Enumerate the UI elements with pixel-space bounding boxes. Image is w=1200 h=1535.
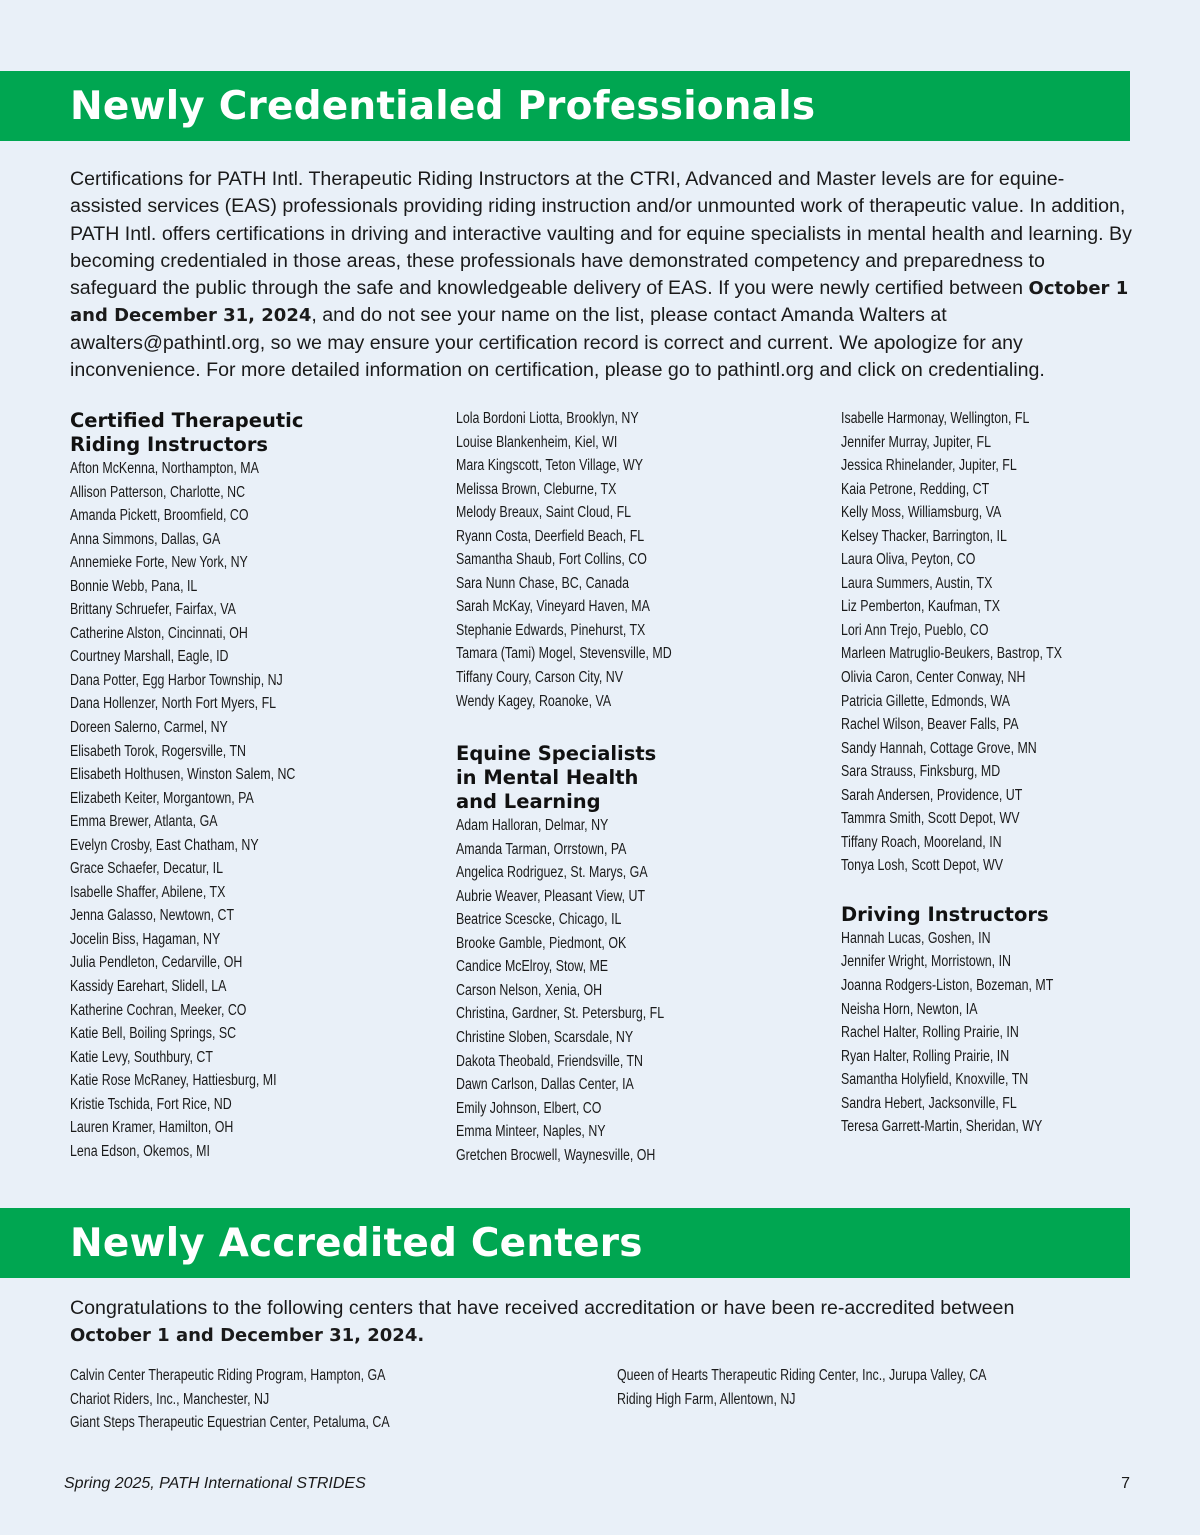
centers-column-1 <box>70 1364 590 1435</box>
list-item: Riding High Farm, Allentown, NJ <box>617 1390 796 1408</box>
list-item: Elisabeth Torok, Rogersville, TN <box>70 742 246 760</box>
intro-text-2: , and do not see your name on the list, please contact Amanda Walters at awalters@pathintl.org, so we may ensure your certification record is correct and current. We apologize for any inconvenience. For more detailed information on certification, please go to pathintl.org and click on credentialing. <box>70 304 1045 382</box>
ctri-heading: Certified Therapeutic Riding Instructors <box>70 409 304 456</box>
list-item: Allison Patterson, Charlotte, NC <box>70 483 246 501</box>
accreditation-intro-text: Congratulations to the following centers that have received accreditation or have been re-accredited between <box>70 1297 1015 1319</box>
list-item: Kassidy Earehart, Slidell, LA <box>70 978 227 996</box>
list-item: Aubrie Weaver, Pleasant View, UT <box>456 887 646 905</box>
list-item: Tiffany Coury, Carson City, NV <box>456 669 623 687</box>
intro-text-1: Certifications for PATH Intl. Therapeutic Riding Instructors at the CTRI, Advanced and Master levels are for equine-assisted services (EAS) professionals providing riding instruction and/or unmounted work of therapeutic value. In addition, PATH Intl. offers certifications in driving and interactive vaulting and for equine specialists in mental health and learning. By becoming credentialed in those areas, these professionals have demonstrated competency and preparedness to safeguard the public through the safe and knowledgeable delivery of EAS. If you were newly certified between <box>70 168 1132 300</box>
footer-publication: Spring 2025, PATH International STRIDES <box>64 1475 366 1492</box>
list-item: Christine Sloben, Scarsdale, NY <box>456 1029 634 1047</box>
list-item: Wendy Kagey, Roanoke, VA <box>456 692 612 710</box>
list-item: Carson Nelson, Xenia, OH <box>456 981 603 999</box>
section-banner-credentialed <box>0 71 1130 141</box>
accreditation-intro <box>70 1295 1070 1350</box>
list-item: Kelsey Thacker, Barrington, IL <box>841 527 1007 545</box>
list-item: Isabelle Harmonay, Wellington, FL <box>841 410 1030 427</box>
list-item: Kristie Tschida, Fort Rice, ND <box>70 1095 232 1113</box>
accreditation-date-range: October 1 and December 31, 2024. <box>70 1325 425 1347</box>
list-item: Elisabeth Holthusen, Winston Salem, NC <box>70 766 296 784</box>
list-item: Isabelle Shaffer, Abilene, TX <box>70 883 226 901</box>
list-item: Lori Ann Trejo, Pueblo, CO <box>841 621 989 639</box>
list-item: Ryann Costa, Deerfield Beach, FL <box>456 527 645 545</box>
list-item: Adam Halloran, Delmar, NY <box>456 817 609 835</box>
section-title-accredited: Newly Accredited Centers <box>70 1220 643 1266</box>
column-3 <box>841 407 1200 1139</box>
list-item: Laura Summers, Austin, TX <box>841 574 993 592</box>
list-item: Doreen Salerno, Carmel, NY <box>70 719 228 737</box>
list-item: Melissa Brown, Cleburne, TX <box>456 480 617 498</box>
list-item: Kaia Petrone, Redding, CT <box>841 480 990 498</box>
list-item: Gretchen Brocwell, Waynesville, OH <box>456 1146 656 1164</box>
driving-list <box>841 927 1200 1139</box>
list-item: Tiffany Roach, Mooreland, IN <box>841 833 1002 851</box>
list-item: Sara Nunn Chase, BC, Canada <box>456 574 630 592</box>
list-item: Sarah McKay, Vineyard Haven, MA <box>456 598 650 616</box>
list-item: Anna Simmons, Dallas, GA <box>70 530 221 548</box>
credentialing-intro <box>70 166 1132 384</box>
centers-list-2 <box>617 1364 1137 1411</box>
list-item: Lauren Kramer, Hamilton, OH <box>70 1119 234 1137</box>
list-item: Amanda Tarman, Orrstown, PA <box>456 840 627 858</box>
list-item: Emily Johnson, Elbert, CO <box>456 1099 602 1117</box>
list-item: Louise Blankenheim, Kiel, WI <box>456 433 618 451</box>
list-item: Sandra Hebert, Jacksonville, FL <box>841 1094 1017 1112</box>
list-item: Calvin Center Therapeutic Riding Program, Hampton, GA <box>70 1367 386 1384</box>
list-item: Teresa Garrett-Martin, Sheridan, WY <box>841 1118 1043 1136</box>
list-item: Annemieke Forte, New York, NY <box>70 554 248 572</box>
list-item: Ryan Halter, Rolling Prairie, IN <box>841 1047 1010 1065</box>
list-item: Tamara (Tami) Mogel, Stevensville, MD <box>456 645 672 663</box>
list-item: Katie Bell, Boiling Springs, SC <box>70 1025 237 1043</box>
list-item: Amanda Pickett, Broomfield, CO <box>70 507 249 525</box>
list-item: Elizabeth Keiter, Morgantown, PA <box>70 789 254 807</box>
list-item: Sarah Andersen, Providence, UT <box>841 786 1023 804</box>
list-item: Lola Bordoni Liotta, Brooklyn, NY <box>456 410 639 427</box>
list-item: Samantha Holyfield, Knoxville, TN <box>841 1071 1029 1089</box>
list-item: Tonya Losh, Scott Depot, WV <box>841 857 1003 875</box>
esmhl-list-1 <box>456 814 828 1167</box>
esmhl-heading: Equine Specialists in Mental Health and Learning <box>456 742 657 814</box>
list-item: Giant Steps Therapeutic Equestrian Center, Petaluma, CA <box>70 1414 390 1432</box>
list-item: Marleen Matruglio-Beukers, Bastrop, TX <box>841 645 1062 663</box>
list-item: Brooke Gamble, Piedmont, OK <box>456 934 627 952</box>
list-item: Sandy Hannah, Cottage Grove, MN <box>841 739 1037 757</box>
list-item: Dawn Carlson, Dallas Center, IA <box>456 1076 634 1094</box>
section-title-credentialed: Newly Credentialed Professionals <box>70 83 816 129</box>
list-item: Tammra Smith, Scott Depot, WV <box>841 810 1020 828</box>
list-item: Candice McElroy, Stow, ME <box>456 958 609 976</box>
list-item: Stephanie Edwards, Pinehurst, TX <box>456 621 646 639</box>
list-item: Julia Pendleton, Cedarville, OH <box>70 954 243 972</box>
list-item: Afton McKenna, Northampton, MA <box>70 460 259 477</box>
esmhl-list-2 <box>841 407 1200 878</box>
list-item: Jennifer Wright, Morristown, IN <box>841 953 1011 971</box>
centers-column-2 <box>617 1364 1137 1411</box>
list-item: Dana Hollenzer, North Fort Myers, FL <box>70 695 277 713</box>
list-item: Beatrice Scescke, Chicago, IL <box>456 911 622 929</box>
ctri-list-1 <box>70 457 442 1163</box>
list-item: Melody Breaux, Saint Cloud, FL <box>456 504 632 522</box>
list-item: Jessica Rhinelander, Jupiter, FL <box>841 457 1017 475</box>
list-item: Brittany Schruefer, Fairfax, VA <box>70 601 236 619</box>
list-item: Hannah Lucas, Goshen, IN <box>841 929 991 947</box>
list-item: Katie Levy, Southbury, CT <box>70 1048 213 1066</box>
list-item: Catherine Alston, Cincinnati, OH <box>70 624 248 642</box>
list-item: Emma Minteer, Naples, NY <box>456 1123 606 1141</box>
list-item: Mara Kingscott, Teton Village, WY <box>456 457 644 475</box>
list-item: Olivia Caron, Center Conway, NH <box>841 669 1026 687</box>
list-item: Evelyn Crosby, East Chatham, NY <box>70 836 259 854</box>
intro-date-range: October 1 and December 31, 2024 <box>70 278 1129 327</box>
list-item: Neisha Horn, Newton, IA <box>841 1000 978 1018</box>
list-item: Laura Oliva, Peyton, CO <box>841 551 976 569</box>
list-item: Sara Strauss, Finksburg, MD <box>841 763 1001 781</box>
list-item: Chariot Riders, Inc., Manchester, NJ <box>70 1390 270 1408</box>
list-item: Christina, Gardner, St. Petersburg, FL <box>456 1005 665 1023</box>
list-item: Grace Schaefer, Decatur, IL <box>70 860 224 878</box>
list-item: Katie Rose McRaney, Hattiesburg, MI <box>70 1072 277 1090</box>
list-item: Rachel Halter, Rolling Prairie, IN <box>841 1024 1019 1042</box>
list-item: Jenna Galasso, Newtown, CT <box>70 907 235 925</box>
list-item: Dana Potter, Egg Harbor Township, NJ <box>70 671 283 689</box>
list-item: Rachel Wilson, Beaver Falls, PA <box>841 716 1019 734</box>
list-item: Dakota Theobald, Friendsville, TN <box>456 1052 644 1070</box>
list-item: Kelly Moss, Williamsburg, VA <box>841 504 1002 522</box>
list-item: Joanna Rodgers-Liston, Bozeman, MT <box>841 977 1054 995</box>
ctri-list-2 <box>456 407 828 713</box>
list-item: Courtney Marshall, Eagle, ID <box>70 648 229 666</box>
list-item: Samantha Shaub, Fort Collins, CO <box>456 551 647 569</box>
centers-list-1 <box>70 1364 590 1435</box>
list-item: Lena Edson, Okemos, MI <box>70 1142 210 1160</box>
section-banner-accredited <box>0 1208 1130 1278</box>
list-item: Jennifer Murray, Jupiter, FL <box>841 433 992 451</box>
list-item: Angelica Rodriguez, St. Marys, GA <box>456 864 648 882</box>
list-item: Emma Brewer, Atlanta, GA <box>70 813 218 831</box>
column-2 <box>456 407 828 1167</box>
column-1 <box>70 409 442 1163</box>
list-item: Queen of Hearts Therapeutic Riding Center, Inc., Jurupa Valley, CA <box>617 1367 987 1384</box>
list-item: Patricia Gillette, Edmonds, WA <box>841 692 1011 710</box>
driving-heading: Driving Instructors <box>841 902 1049 926</box>
footer-page-number: 7 <box>1121 1475 1130 1492</box>
list-item: Katherine Cochran, Meeker, CO <box>70 1001 247 1019</box>
list-item: Jocelin Biss, Hagaman, NY <box>70 930 221 948</box>
list-item: Bonnie Webb, Pana, IL <box>70 577 198 595</box>
list-item: Liz Pemberton, Kaufman, TX <box>841 598 1000 616</box>
